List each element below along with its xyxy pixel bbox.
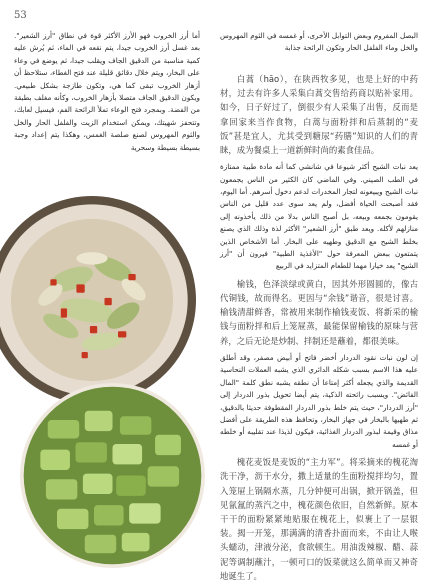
- chinese-paragraph-3: 槐花麦饭是麦饭的“主力军”。将采摘来的槐花淘洗干净，沥干水分，撒上适量的生面粉搅拌均匀，置入笼屉上锅隔水蒸，几分钟便可出锅，掀开锅盖，但见氤氲的蒸汽之中，槐花颜色依旧，自然新鲜。原本干干的面粉紧紧地贴服在槐花上，似裹上了一层银装。揭一开笼，那满满的清香扑面而来，不由让人喉头蠕动，津液分泌，食欲顿生。用油泼辣椒、醋、蒜泥等调制蘸汁，一顿可口的饭菜就这么简单而又神奇地诞生了。: [220, 457, 418, 581]
- right-column: [220, 30, 418, 587]
- chinese-paragraph-1: 白蒿（hāo），在陕西牧多见，也是上好的中药材，过去有许多人采集白蒿交售给药商以贴补家用。如今，日子好过了，倒很少有人采集了出售，反而是拿回家来当作食物，白蒿与面粉拌和后蒸制的“麦饭”甚是宜人，尤其受到糖尿“药膳”知识的人们的青睐，成为餐桌上一道新鲜时尚的素食佳品。: [220, 74, 418, 156]
- page-number: 53: [14, 10, 27, 21]
- arabic-paragraph-3: إن لون نبات نقود الدردار أخضر فاتح أو أبيض مصفر، وقد أطلق عليه هذا الاسم بسبب شكله الدائري الذي يشبه العملات النحاسية القديمة والذي يجعله أكثر إمتاعا أن نطقه يشبه نطق كلمة "المال الفائض". ويسبب رائحته الذكية، يتم أيضا تحويل بذور الدردار إلى "أرز الدردار"، حيث يتم خلط بذور الدردار المقطوفة حديثا بالدقيق، ثم طهيها بالبخار في جهاز البخار، وتحافظ هذه الطريقة على أفضل مذاق وقيمة لبذور الدردار الغذائية، فيكون لذيذا عند تقليبه أو خلطه أو غمسه: [220, 352, 418, 449]
- stir-fry-dish-photo: [0, 196, 196, 404]
- arabic-paragraph-2: يعد نبات الشيح أكثر شيوعا في شانشي كما أنه مادة طبية ممتازة في الطب الصيني. وفي الماضي كان الكثير من الناس يجمعون نبات الشيح ويبيعونه لتجار المخدرات لدعم دخول أسرهم. أما اليوم، فقد أصبحت الحياة أفضل، ولم يعد سوى عدد قليل من الناس يقومون بجمعه وبيعه، بل أصبح الناس بدلا من ذلك يأخذونه إلى منازلهم لأكله. ويعد طبق "أرز الشعير" الأكثر لذة وذلك الذي يصنع بخلط الشيح مع الدقيق وطهيه على البخار. أما الأشخاص الذين يتمتعون ببعض المعرفة حول "الأغذية الطبية" فيرون أن "أرز الشيح" يعد خيارا مهما للطعام المتزايد في الربيع: [220, 162, 418, 271]
- left-arabic-paragraph: أما أرز الخروب فهو الأرز الأكثر قوة في نطاق "أرز الشعير". بعد غسل أرز الخروب جيدا، يتم نقعه في الماء، ثم يُرش عليه كمية مناسبة من الدقيق الجاف ويقلب جيدا، ثم يوضع في وعاء على البخار، ويتم خلال دقائق قليلة عند فتح الغطاء، ستلاحظ أن أزهار الخروب تبقى كما هي، وتكون طازجة بشكل طبيعي. ويكون الدقيق الجاف متصلا بأزهار الخروب، وكأنه مغلف بطبقة من الفضة. وبمجرد فتح الوعاء تملأ الرائحة الفم، فيسيل لعابك، وتتحفز شهيتك، ويمكن استخدام الزيت والفلفل الحار والخل والثوم المهروس لصنع صلصة الغمس، وهكذا يتم إعداد وجبة بسيطة بسيطة وسحرية: [14, 31, 200, 152]
- green-vegetable-dish-photo: [20, 383, 205, 568]
- arabic-paragraph-1: البصل المفروم وبعض التوابل الأخرى، أو غمسه في الثوم المهروس والخل وماء الفلفل الحار وتكون الرائحة جذابة: [220, 31, 418, 53]
- chinese-paragraph-2: 榆钱，色泽淡绿或黄白，因其外形圆圆的，像古代铜钱，故而得名。更因与“余钱”谐音，很是讨喜。榆钱清甜鲜香，常被用来制作榆钱麦饭、将新采的榆钱与面粉拌和后上笼屉蒸，最能保留榆钱的原味与营养，之后无论是炒制、拌制还是蘸着，都很美味。: [220, 278, 418, 346]
